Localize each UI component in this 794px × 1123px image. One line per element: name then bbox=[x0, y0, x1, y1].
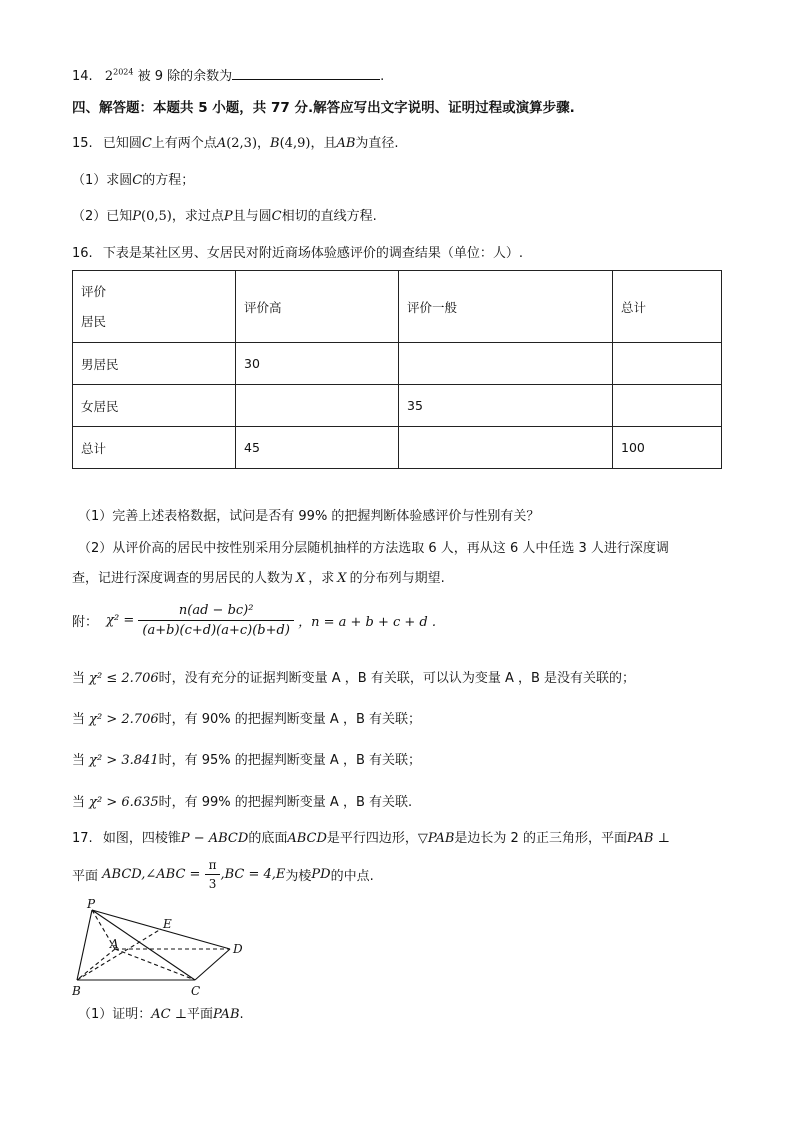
q15-part1: （1）求圆C的方程； bbox=[72, 173, 195, 188]
section-heading: 四、解答题：本题共 5 小题，共 77 分.解答应写出文字说明、证明过程或演算步骤. bbox=[72, 100, 575, 116]
table-cell[interactable]: 45 bbox=[236, 427, 399, 469]
label-e: E bbox=[163, 917, 172, 931]
edge-pc bbox=[92, 910, 195, 980]
table-row bbox=[73, 385, 722, 427]
table-cell[interactable]: 100 bbox=[613, 427, 722, 469]
q15-part2: （2）已知P(0,5)，求过点P且与圆C相切的直线方程. bbox=[72, 209, 377, 224]
power-exponent: 2024 bbox=[113, 67, 134, 77]
table-header-row bbox=[73, 271, 722, 343]
label-d: D bbox=[233, 942, 243, 956]
criterion-line: 当 χ² > 6.635时，有 99% 的把握判断变量 A ，B 有关联. bbox=[72, 795, 413, 810]
row-label: 总计 bbox=[73, 427, 236, 469]
table-cell[interactable] bbox=[613, 343, 722, 385]
formula-fraction: $\frac{\text{n(ad − bc)²}}{(a+b)(c+d)(a+c)(b+d)}$ bbox=[138, 603, 294, 638]
label-b: B bbox=[72, 984, 81, 998]
table-row bbox=[73, 427, 722, 469]
survey-table bbox=[72, 270, 722, 469]
table-cell[interactable] bbox=[399, 343, 613, 385]
q16-part2-line2: 查，记进行深度调查的男居民的人数为 X ，求 X 的分布列与期望. bbox=[72, 571, 445, 586]
table-header: 评价一般 bbox=[399, 271, 613, 343]
q14-line: 14. $2^{2024}$ 被 9 除的余数为 . bbox=[72, 67, 385, 84]
label-p: P bbox=[87, 898, 96, 911]
q16-part1: （1）完善上述表格数据，试问是否有 99% 的把握判断体验感评价与性别有关？ bbox=[78, 509, 540, 524]
table-row bbox=[73, 343, 722, 385]
table-cell[interactable]: 35 bbox=[399, 385, 613, 427]
table-cell[interactable] bbox=[399, 427, 613, 469]
table-corner-cell: 评价 居民 bbox=[73, 271, 236, 343]
table-header: 评价高 bbox=[236, 271, 399, 343]
table-header: 总计 bbox=[613, 271, 722, 343]
answer-blank[interactable] bbox=[232, 66, 380, 80]
q16-line: 16. 下表是某社区男、女居民对附近商场体验感评价的调查结果（单位：人）. bbox=[72, 246, 523, 261]
table-cell[interactable] bbox=[236, 385, 399, 427]
row-label: 男居民 bbox=[73, 343, 236, 385]
table-cell[interactable] bbox=[613, 385, 722, 427]
pi-over-three: $\frac{\pi}{3}$ bbox=[205, 858, 221, 891]
q17-part1: （1）证明：AC ⊥平面PAB. bbox=[78, 1007, 244, 1022]
q16-part2-line1: （2）从评价高的居民中按性别采用分层随机抽样的方法选取 6 人，再从这 6 人中任选 3 人进行深度调 bbox=[78, 541, 669, 556]
pyramid-figure bbox=[72, 898, 252, 1003]
chi-square-formula: 附： χ² = $\frac{\text{n(ad − bc)²}}{(a+b)(c+d)(a+c)(b+d)}$ ，n = a + b + c + d . bbox=[72, 603, 437, 638]
q17-line1: 17. 如图，四棱锥P − ABCD的底面ABCD是平行四边形，▽PAB是边长为 2 的正三角形，平面PAB ⊥ bbox=[72, 831, 670, 846]
criterion-line: 当 χ² > 2.706时，有 90% 的把握判断变量 A ，B 有关联； bbox=[72, 712, 421, 727]
q15-line: 15. 已知圆C上有两个点A(2,3)，B(4,9)，且AB为直径. bbox=[72, 136, 399, 151]
criterion-line: 当 χ² > 3.841时，有 95% 的把握判断变量 A ，B 有关联； bbox=[72, 753, 421, 768]
q17-line2: 平面 ABCD,∠ABC = $\frac{\pi}{3}$ ,BC = 4,E为棱PD的中点. bbox=[72, 858, 374, 891]
edge-cd bbox=[195, 949, 230, 980]
question-number: 14. bbox=[72, 69, 93, 84]
table-cell[interactable]: 30 bbox=[236, 343, 399, 385]
edge-ac bbox=[115, 949, 195, 980]
label-a: A bbox=[110, 937, 119, 951]
label-c: C bbox=[191, 984, 201, 998]
row-label: 女居民 bbox=[73, 385, 236, 427]
q14-text: 被 9 除的余数为 bbox=[137, 69, 233, 84]
criterion-line: 当 χ² ≤ 2.706时，没有充分的证据判断变量 A ，B 有关联，可以认为变量 A ，B 是没有关联的； bbox=[72, 671, 636, 686]
edge-pb bbox=[77, 910, 92, 980]
power-base: 2 bbox=[104, 69, 114, 84]
segment-be bbox=[77, 929, 161, 980]
